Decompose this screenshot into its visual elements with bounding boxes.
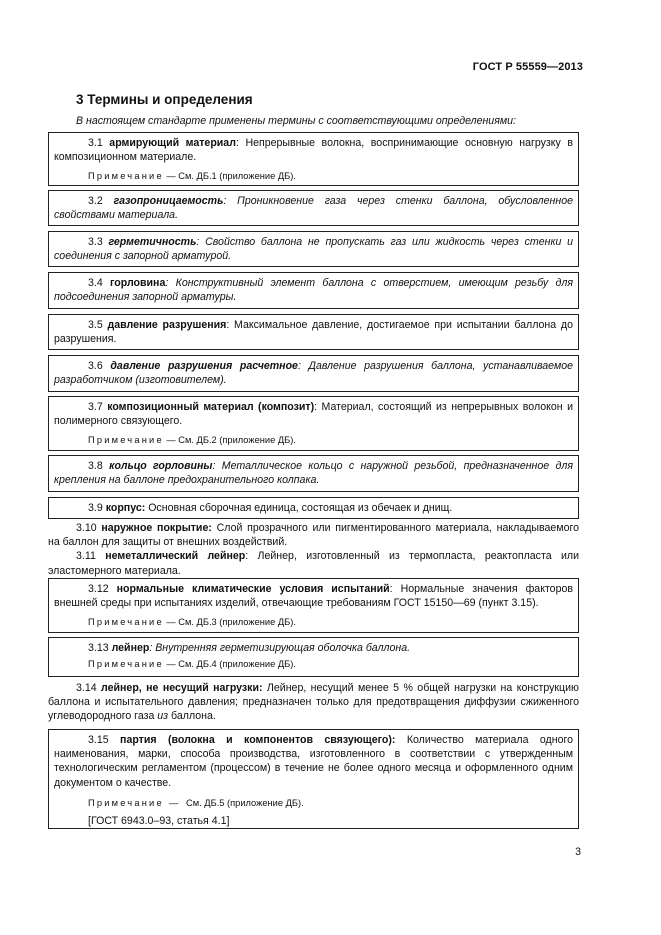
term-box-3-7 — [48, 396, 579, 451]
term-name: кольцо горловины — [109, 460, 213, 472]
term-number: 3.12 — [88, 583, 109, 595]
term-number: 3.3 — [88, 236, 103, 248]
term-number: 3.10 — [76, 522, 97, 534]
term-sep: : — [389, 583, 393, 595]
term-note — [54, 659, 573, 669]
term-box-3-1 — [48, 132, 579, 186]
term-box-3-8 — [48, 455, 579, 492]
term-paragraph — [48, 681, 579, 724]
term-name: наружное покрытие: — [101, 522, 212, 534]
term-definition: Внутренняя герметизирующая оболочка баллона. — [152, 642, 411, 654]
term-note — [54, 171, 573, 181]
note-label: Примечание — [88, 435, 164, 446]
note-text: — См. ДБ.1 (приложение ДБ). — [163, 171, 296, 182]
term-name: герметичность — [108, 236, 197, 248]
term-number: 3.15 — [88, 734, 109, 746]
term-name: горловина — [110, 277, 166, 289]
note-label: Примечание — [88, 659, 164, 670]
note-text: — См. ДБ.3 (приложение ДБ). — [163, 617, 296, 628]
term-paragraph — [48, 549, 579, 577]
term-paragraph — [54, 641, 573, 655]
term-definition: Свойство баллона не пропускать газ или жидкость через стенки и соединения с запорной арматурой. — [54, 236, 573, 263]
term-paragraph — [54, 582, 573, 610]
term-box-3-3 — [48, 231, 579, 267]
term-paragraph — [54, 194, 573, 222]
term-box-3-6 — [48, 355, 579, 392]
note-label: Примечание — [88, 797, 164, 808]
term-note — [54, 617, 573, 627]
term-paragraph — [54, 459, 573, 487]
term-definition: Непрерывные волокна, воспринимающие основную нагрузку в композиционном материале. — [54, 137, 573, 164]
term-paragraph — [54, 733, 573, 790]
term-box-3-4 — [48, 272, 579, 309]
term-box-3-15 — [48, 729, 579, 829]
term-definition: Основная сборочная единица, состоящая из обечаек и днищ. — [145, 502, 453, 514]
term-sep: : — [235, 137, 239, 149]
term-definition: Лейнер, несущий менее 5 % общей нагрузки на конструкцию баллона и испытательного давления; предназначен только для предотвращения диффузии сжиженного углеводородного газа — [48, 682, 579, 723]
term-box-3-12 — [48, 578, 579, 633]
term-name: неметаллический лейнер — [105, 550, 246, 563]
term-definition: Лейнер, изготовленный из термопласта, реактопласта или эластомерного материала. — [48, 550, 579, 577]
term-number: 3.11 — [76, 550, 96, 563]
term-definition: Максимальное давление, достигаемое при испытании баллона до разрушения. — [54, 319, 573, 346]
term-name: партия (волокна и компонентов связующего): — [120, 734, 396, 746]
term-name: газопроницаемость — [113, 195, 224, 207]
term-number: 3.1 — [88, 137, 103, 149]
term-box-3-9 — [48, 497, 579, 519]
term-paragraph — [54, 235, 573, 263]
term-sep: : — [196, 236, 200, 248]
note-text: — См. ДБ.2 (приложение ДБ). — [163, 435, 296, 446]
standard-designation: ГОСТ Р 55559—2013 — [472, 61, 583, 73]
term-paragraph — [54, 136, 573, 164]
term-paragraph — [54, 400, 573, 428]
term-sep: : — [165, 277, 169, 289]
term-number: 3.5 — [88, 319, 103, 331]
free-text-3-14 — [48, 681, 579, 724]
term-definition: Слой прозрачного или пигментированного материала, накладываемого на баллон для защиты от внешних воздействий. — [48, 522, 580, 549]
term-number: 3.2 — [88, 195, 103, 207]
term-definition: Материал, состоящий из непрерывных волокон и полимерного связующего. — [54, 401, 574, 428]
term-name: лейнер, не несущий нагрузки: — [101, 682, 263, 694]
term-sep: : — [297, 360, 301, 372]
term-paragraph — [54, 359, 573, 387]
term-definition-end: баллона. — [168, 710, 216, 723]
term-paragraph — [54, 276, 573, 304]
page-number: 3 — [575, 846, 581, 858]
term-definition: Нормальные значения факторов внешней среды при испытаниях изделий, отвечающие требованиям ГОСТ 15150—69 (пункт 3.15). — [54, 583, 573, 610]
term-sep: : — [226, 319, 230, 331]
term-definition: Проникновение газа через стенки баллона, обусловленное свойствами материала. — [54, 195, 573, 222]
term-paragraph — [48, 521, 579, 549]
term-number: 3.6 — [88, 360, 103, 372]
term-sep: : — [314, 401, 318, 413]
term-definition: Конструктивный элемент баллона с отверстием, имеющим резьбу для подсоединения запорной арматуры. — [54, 277, 573, 304]
term-definition: Давление разрушения баллона, устанавливаемое разработчиком (изготовителем). — [54, 360, 573, 387]
term-definition-italic: из — [157, 710, 169, 723]
term-number: 3.4 — [88, 277, 103, 289]
term-paragraph — [54, 501, 573, 515]
term-name: армирующий материал — [109, 137, 236, 149]
term-number: 3.13 — [88, 642, 109, 654]
term-definition: Количество материала одного наименования, марки, способа производства, изготовленного в соответствии с утвержденным технологическим регламентом (процессом) в течение не более одного месяца и оформленного одним документом о качестве. — [54, 734, 573, 789]
section-intro: В настоящем стандарте применены термины с соответствующими определениями: — [76, 115, 516, 127]
term-number: 3.8 — [88, 460, 103, 472]
term-name: давление разрушения расчетное — [110, 360, 298, 372]
note-text: — См. ДБ.4 (приложение ДБ). — [163, 659, 296, 670]
note-label: Примечание — [88, 617, 164, 628]
term-box-3-13 — [48, 637, 579, 677]
term-sep: : — [212, 460, 216, 472]
term-number: 3.7 — [88, 401, 103, 413]
term-sep: : — [223, 195, 227, 207]
term-number: 3.9 — [88, 502, 103, 514]
term-name: лейнер — [111, 642, 150, 654]
term-name: корпус: — [105, 502, 146, 514]
note-text: — См. ДБ.5 (приложение ДБ). — [163, 797, 304, 808]
term-name: нормальные климатические условия испытаний — [116, 583, 390, 595]
term-definition: Металлическое кольцо с наружной резьбой, предназначенное для крепления на баллоне предохранительного колпака. — [54, 460, 573, 487]
term-sep: : — [149, 642, 153, 654]
note-label: Примечание — [88, 171, 164, 182]
term-number: 3.14 — [76, 682, 97, 694]
term-box-3-2 — [48, 190, 579, 226]
term-name: композиционный материал (композит) — [107, 401, 315, 413]
term-note — [54, 435, 573, 445]
term-paragraph — [54, 318, 573, 346]
term-box-3-5 — [48, 314, 579, 350]
term-sep: : — [245, 550, 249, 563]
term-note — [54, 798, 573, 808]
section-title: 3 Термины и определения — [76, 92, 253, 107]
term-reference: [ГОСТ 6943.0–93, статья 4.1] — [88, 814, 230, 827]
free-text-3-10-3-11 — [48, 521, 579, 578]
term-name: давление разрушения — [107, 319, 227, 331]
